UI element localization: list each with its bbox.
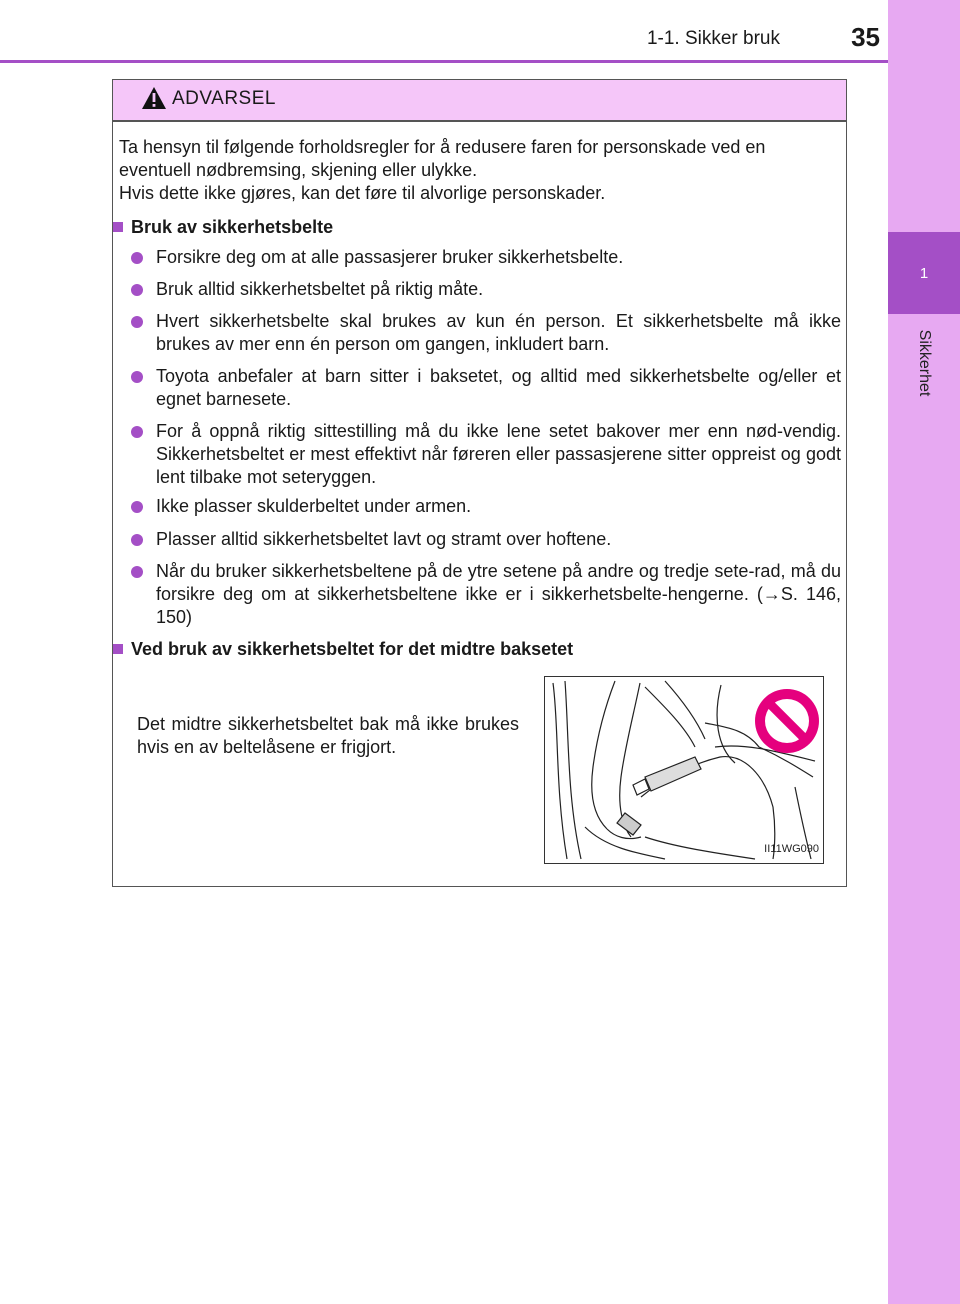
bullet-icon: [131, 501, 143, 513]
list-item: For å oppnå riktig sittestilling må du ikke lene setet bakover mer enn nød-vendig. Sikkerhetsbeltet er mest effektivt når føreren eller passasjerene sitter oppreist og godt lent tilbake mot seteryggen.: [131, 420, 841, 489]
list-item: Når du bruker sikkerhetsbeltene på de ytre setene på andre og tredje sete-rad, må du forsikre deg om at sikkerhetsbeltene ikke er i sikkerhetsbelte-hengerne. (→S. 146, 150): [131, 560, 841, 629]
section-heading: Bruk av sikkerhetsbelte: [113, 216, 837, 239]
list-item: Toyota anbefaler at barn sitter i baksetet, og alltid med sikkerhetsbelte og/eller et egnet barnesete.: [131, 365, 841, 411]
chapter-label: Sikkerhet: [916, 329, 933, 397]
prohibition-icon: [755, 689, 819, 753]
list-item: Ikke plasser skulderbeltet under armen.: [131, 495, 841, 518]
chapter-number: 1: [919, 264, 929, 282]
list-item: Hvert sikkerhetsbelte skal brukes av kun én person. Et sikkerhetsbelte må ikke brukes av mer enn én person om gangen, inkludert barn.: [131, 310, 841, 356]
middle-seat-text: Det midtre sikkerhetsbeltet bak må ikke brukes hvis en av beltelåsene er frigjort.: [137, 714, 519, 757]
warning-box: [112, 79, 847, 887]
seatbelt-illustration: [544, 676, 824, 864]
section-heading: Ved bruk av sikkerhetsbeltet for det midtre baksetet: [113, 638, 837, 661]
warning-title: ADVARSEL: [172, 88, 276, 109]
list-item: Bruk alltid sikkerhetsbeltet på riktig måte.: [131, 278, 841, 301]
list-item: Plasser alltid sikkerhetsbeltet lavt og stramt over hoftene.: [131, 528, 841, 551]
bullet-icon: [131, 534, 143, 546]
section-title: 1-1. Sikker bruk: [646, 28, 780, 49]
square-bullet-icon: [113, 644, 123, 654]
figure-code: II11WG090: [764, 843, 819, 855]
bullet-icon: [131, 566, 143, 578]
warning-header: [113, 80, 846, 122]
chapter-sidebar: [888, 0, 960, 1304]
bullet-icon: [131, 426, 143, 438]
intro-text: Ta hensyn til følgende forholdsregler for å redusere faren for personskade ved en eventuell nødbremsing, skjening eller ulykke.: [119, 137, 766, 180]
square-bullet-icon: [113, 222, 123, 232]
list-item: Forsikre deg om at alle passasjerer bruker sikkerhetsbelte.: [131, 246, 841, 269]
bullet-icon: [131, 284, 143, 296]
header-rule: [0, 60, 888, 63]
warning-triangle-icon: [141, 86, 167, 110]
bullet-icon: [131, 252, 143, 264]
bullet-icon: [131, 316, 143, 328]
chapter-tab[interactable]: [888, 232, 960, 314]
page-number: 35: [851, 22, 880, 52]
bullet-icon: [131, 371, 143, 383]
seatbelt-drawing: [545, 677, 823, 863]
intro-text-2: Hvis dette ikke gjøres, kan det føre til alvorlige personskader.: [119, 183, 606, 203]
